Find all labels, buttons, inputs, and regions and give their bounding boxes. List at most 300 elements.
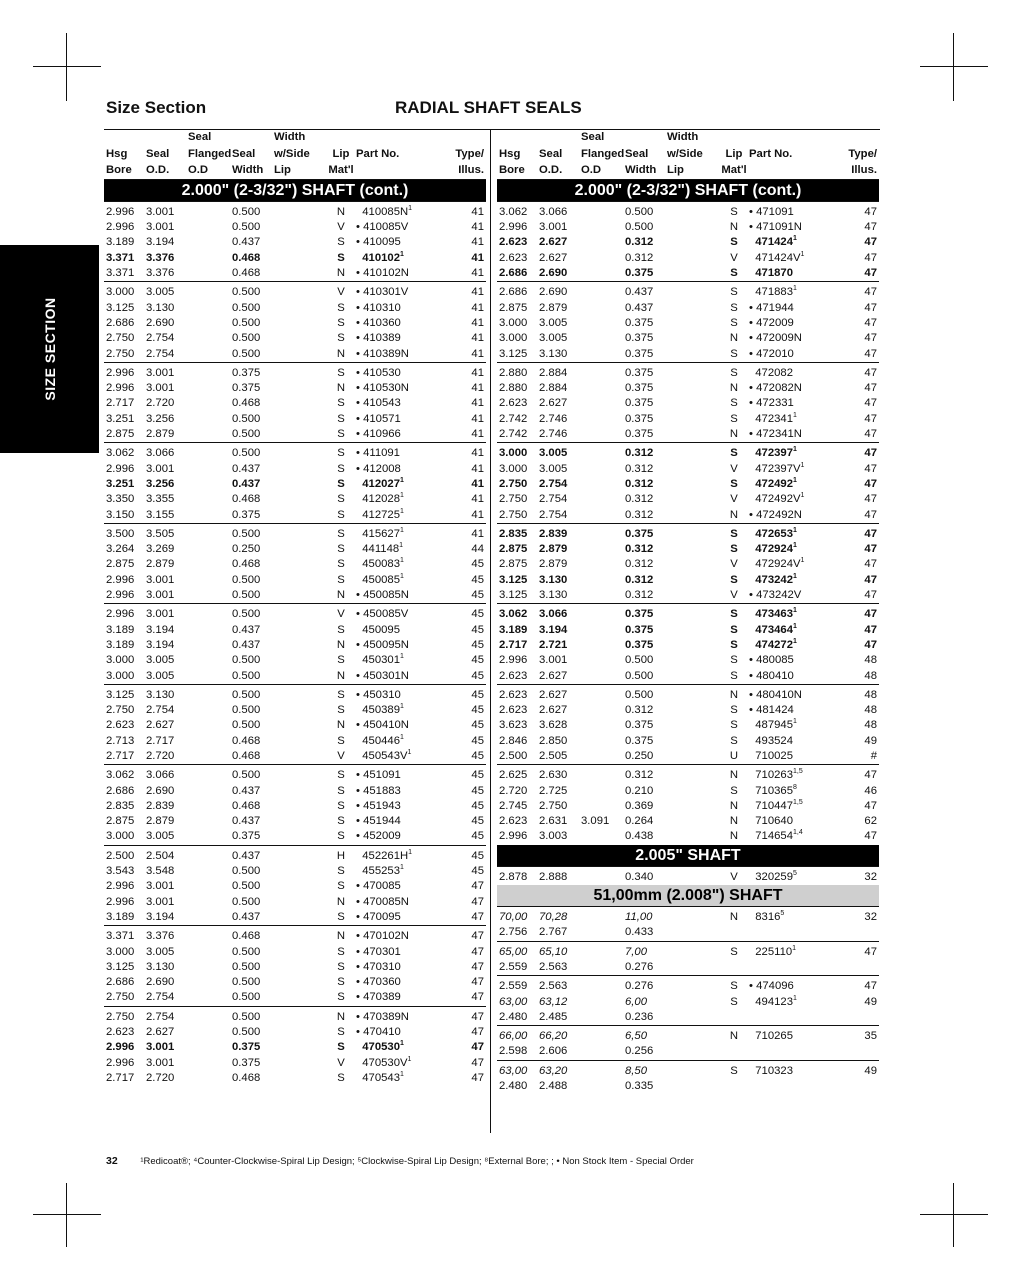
lip-material: N (729, 830, 739, 843)
table-row (104, 523, 486, 542)
flanged-od (186, 381, 230, 396)
flanged-od (579, 508, 623, 524)
seal-od: 2.627 (146, 719, 175, 732)
width-side-lip (665, 734, 719, 749)
part-number: • 472331 (749, 397, 794, 410)
seal-od: 3.005 (539, 447, 568, 460)
type-illus: 45 (471, 830, 484, 843)
hsg-bore: 2.835 (499, 527, 528, 540)
hsg-bore: 3.125 (499, 573, 528, 586)
seal-od: 2.631 (539, 815, 568, 828)
column-header (104, 130, 144, 146)
flanged-od (186, 316, 230, 331)
seal-width: 0.500 (232, 704, 261, 717)
part-number: $471424V^1$ (749, 250, 805, 264)
type-illus: 49 (864, 734, 877, 747)
part-number: 472341$^1$ (749, 411, 797, 425)
lip-material: N (729, 911, 739, 924)
lip-material: V (730, 251, 738, 264)
part-number: 450083$^1$ (356, 557, 404, 571)
lip-material: N (336, 719, 346, 732)
width-side-lip (272, 396, 326, 411)
type-illus: 47 (471, 1056, 484, 1069)
seal-width: 0.437 (232, 815, 261, 828)
width-side-lip (665, 866, 719, 885)
hsg-bore: 2.717 (499, 638, 528, 651)
table-row (497, 703, 879, 718)
seal-od: 3.005 (146, 654, 175, 667)
seal-od: 3.130 (539, 589, 568, 602)
hsg-bore: 2.875 (499, 558, 528, 571)
part-number (747, 1044, 827, 1060)
seal-od: 2.884 (539, 366, 568, 379)
table-row (104, 926, 486, 945)
flanged-od (579, 765, 623, 784)
flanged-od (186, 557, 230, 572)
part-number: • 472009N (749, 332, 802, 345)
lip-material: S (730, 573, 738, 586)
width-side-lip (272, 235, 326, 250)
lip-material: N (729, 1030, 739, 1043)
seal-od: 3.376 (146, 251, 175, 264)
seal-width: 0.468 (232, 749, 261, 762)
part-number: 8316$^5$ (749, 910, 785, 924)
seal-od: 70,28 (539, 911, 568, 924)
seal-width: 0.375 (625, 527, 654, 540)
seal-od: 3.005 (146, 286, 175, 299)
footnote-ref: 1 (399, 1040, 404, 1048)
width-side-lip (272, 653, 326, 668)
part-number: • 450310 (356, 688, 401, 701)
part-number: • 480410N (749, 688, 802, 701)
seal-od: 3.001 (146, 221, 175, 234)
hsg-bore: 3.350 (106, 493, 135, 506)
flanged-od (186, 523, 230, 542)
hsg-bore: 3.062 (499, 608, 528, 621)
seal-width: 0.468 (232, 267, 261, 280)
type-illus: 45 (471, 849, 484, 862)
page-number: 32 (106, 1155, 118, 1167)
hsg-bore: 2.750 (499, 508, 528, 521)
part-number: 412028$^1$ (356, 492, 404, 506)
width-side-lip (665, 623, 719, 638)
width-side-lip (665, 573, 719, 588)
seal-od: 3.155 (146, 508, 175, 521)
seal-od: 3.066 (539, 205, 568, 218)
footnote-ref: 1 (792, 542, 797, 550)
seal-width: 0.500 (232, 945, 261, 958)
flanged-od (579, 316, 623, 331)
hsg-bore: 63,00 (499, 1064, 528, 1077)
flanged-od (186, 412, 230, 427)
table-row (497, 347, 879, 363)
shaft-banner-group (104, 179, 486, 201)
lip-material: S (337, 332, 345, 345)
table-row (497, 1026, 879, 1045)
lip-material: S (337, 623, 345, 636)
seal-width: 0.500 (232, 865, 261, 878)
column-header: O.D (579, 163, 623, 180)
seal-od: 3.005 (539, 332, 568, 345)
seal-od: 2.690 (539, 267, 568, 280)
hsg-bore: 3.062 (106, 447, 135, 460)
hsg-bore: 3.125 (106, 688, 135, 701)
row-group (497, 1026, 879, 1061)
footnote-ref: 1 (792, 718, 797, 726)
shaft-size-banner: 2.005" SHAFT (497, 845, 879, 866)
part-number: • 410530N (356, 382, 409, 395)
seal-width: 0.312 (625, 477, 654, 490)
lip-material: N (729, 221, 739, 234)
width-side-lip (272, 542, 326, 557)
column-header: Seal (232, 147, 256, 160)
lip-material: H (336, 849, 346, 862)
part-number: 450301$^1$ (356, 653, 404, 667)
footnote-ref: 1 (800, 461, 805, 469)
column-header (230, 130, 272, 146)
flanged-od (186, 638, 230, 653)
footnote-ref: 1 (399, 733, 404, 741)
lip-material: S (730, 734, 738, 747)
lip-material: N (729, 815, 739, 828)
seal-od: 3.376 (146, 930, 175, 943)
seal-od: 2.627 (539, 236, 568, 249)
type-illus: 45 (471, 799, 484, 812)
seal-od: 3.001 (146, 366, 175, 379)
table-row (497, 799, 879, 814)
part-number: • 474096 (749, 980, 794, 993)
hsg-bore: 2.996 (106, 1056, 135, 1069)
width-side-lip (665, 347, 719, 363)
seal-width: 0.312 (625, 558, 654, 571)
width-side-lip (272, 734, 326, 749)
hsg-bore: 2.880 (499, 366, 528, 379)
flanged-od (579, 427, 623, 443)
seal-width: 0.500 (232, 527, 261, 540)
seal-width: 0.236 (625, 1010, 654, 1023)
hsg-bore: 3.000 (499, 462, 528, 475)
lip-material: S (337, 704, 345, 717)
flanged-od (186, 443, 230, 462)
width-side-lip (272, 381, 326, 396)
column-header: Lip (665, 163, 719, 180)
footnote-ref: 1 (792, 572, 797, 580)
type-illus: 47 (864, 493, 877, 506)
lip-material: N (336, 267, 346, 280)
hsg-bore: 3.150 (106, 508, 135, 521)
lip-material: S (337, 654, 345, 667)
flanged-od (186, 814, 230, 829)
width-side-lip (272, 1040, 326, 1055)
flanged-od (579, 749, 623, 765)
seal-od: 3.194 (146, 236, 175, 249)
table-row (497, 941, 879, 960)
type-illus: 47 (471, 960, 484, 973)
footnote-ref: 1 (407, 748, 412, 756)
width-side-lip (272, 347, 326, 363)
part-number: $472492V^1$ (749, 492, 805, 506)
flanged-od (186, 669, 230, 685)
table-row (497, 925, 879, 941)
seal-od: 3.269 (146, 543, 175, 556)
row-group (104, 684, 486, 764)
width-side-lip (272, 604, 326, 623)
part-number: • 450085V (356, 608, 409, 621)
seal-od: 3.548 (146, 865, 175, 878)
part-number: • 450095N (356, 638, 409, 651)
hsg-bore: 3.264 (106, 543, 135, 556)
table-row (497, 866, 879, 885)
column-header: Seal (539, 147, 563, 160)
part-number: • 451883 (356, 784, 401, 797)
part-number: $452261H^1$ (356, 848, 413, 862)
lip-material: N (336, 1010, 346, 1023)
hsg-bore: 2.846 (499, 734, 528, 747)
width-side-lip (272, 718, 326, 733)
lip-material: V (730, 462, 738, 475)
hsg-bore: 2.996 (499, 830, 528, 843)
table-row (104, 347, 486, 363)
table-row (104, 316, 486, 331)
table-row (104, 542, 486, 557)
hsg-bore: 2.623 (499, 251, 528, 264)
column-header: Lip (332, 147, 350, 160)
footnote-ref: 1 (399, 526, 404, 534)
footnote-ref: 1,5 (792, 768, 803, 776)
width-side-lip (665, 703, 719, 718)
column-header: O.D. (144, 163, 186, 180)
lip-material: N (336, 895, 346, 908)
type-illus: 47 (864, 543, 877, 556)
type-illus: 47 (864, 267, 877, 280)
seal-width: 7,00 (625, 945, 647, 958)
seal-od: 3.001 (146, 382, 175, 395)
seal-width: 8,50 (625, 1064, 647, 1077)
lip-material: N (336, 669, 346, 682)
left-table (104, 130, 486, 1086)
lip-material: S (730, 316, 738, 329)
seal-od: 3.001 (146, 608, 175, 621)
part-number: • 410966 (356, 428, 401, 441)
table-row (497, 829, 879, 844)
type-illus: 41 (471, 301, 484, 314)
table-row (104, 1071, 486, 1086)
lip-material: V (337, 286, 345, 299)
hsg-bore: 2.720 (499, 784, 528, 797)
width-side-lip (665, 925, 719, 941)
hsg-bore: 3.500 (106, 527, 135, 540)
row-group (104, 282, 486, 362)
lip-material: U (729, 749, 739, 762)
table-row (497, 492, 879, 507)
part-number: • 470310 (356, 960, 401, 973)
seal-od: 2.839 (146, 799, 175, 812)
footnote-ref: 1 (399, 1070, 404, 1078)
flanged-od (579, 1044, 623, 1060)
flanged-od (579, 1079, 623, 1094)
type-illus: 45 (471, 734, 484, 747)
lip-material: S (730, 366, 738, 379)
right-table (497, 130, 879, 1094)
type-illus: 47 (864, 830, 877, 843)
part-number: • 410085V (356, 221, 409, 234)
hsg-bore: 2.750 (106, 347, 135, 360)
type-illus: 48 (864, 704, 877, 717)
seal-width: 0.500 (625, 654, 654, 667)
flanged-od (579, 703, 623, 718)
seal-width: 0.335 (625, 1080, 654, 1093)
width-side-lip (665, 976, 719, 995)
seal-od: 2.767 (539, 926, 568, 939)
row-group (497, 604, 879, 684)
width-side-lip (272, 749, 326, 765)
type-illus: 47 (864, 508, 877, 521)
seal-width: 0.312 (625, 573, 654, 586)
table-row (104, 990, 486, 1006)
seal-width: 0.375 (625, 638, 654, 651)
seal-od: 2.485 (539, 1010, 568, 1023)
flanged-od (186, 734, 230, 749)
seal-width: 0.375 (625, 397, 654, 410)
table-row (104, 427, 486, 443)
footnote-ref: 1 (792, 944, 797, 952)
column-header (144, 130, 186, 146)
flanged-od (579, 960, 623, 976)
width-side-lip (665, 381, 719, 396)
seal-od: 3.001 (146, 205, 175, 218)
seal-od: 2.750 (539, 799, 568, 812)
type-illus: 48 (864, 654, 877, 667)
part-number (747, 925, 827, 941)
width-side-lip (272, 669, 326, 685)
seal-width: 0.500 (232, 654, 261, 667)
part-number: • 472082N (749, 382, 802, 395)
part-number: 710640 (749, 815, 793, 828)
footnote-ref: 5 (780, 910, 785, 918)
type-illus: 41 (471, 527, 484, 540)
type-illus: 47 (864, 366, 877, 379)
lip-material: S (337, 412, 345, 425)
hsg-bore: 3.125 (106, 960, 135, 973)
lip-material (719, 960, 747, 976)
seal-width: 0.312 (625, 447, 654, 460)
type-illus (827, 1044, 879, 1060)
column-header: Illus. (827, 163, 879, 180)
table-row (497, 653, 879, 668)
hsg-bore: 3.623 (499, 719, 528, 732)
seal-od: 2.720 (146, 397, 175, 410)
seal-od: 2.754 (146, 1010, 175, 1023)
width-side-lip (665, 443, 719, 462)
seal-width: 0.375 (625, 366, 654, 379)
lip-material: S (337, 799, 345, 812)
seal-width: 0.210 (625, 784, 654, 797)
type-illus: 41 (471, 493, 484, 506)
hsg-bore: 2.996 (106, 895, 135, 908)
table-row (104, 282, 486, 301)
flanged-od (579, 866, 623, 885)
width-side-lip (272, 492, 326, 507)
table-header (497, 130, 879, 179)
part-number: 472492$^1$ (749, 476, 797, 490)
row-group (104, 523, 486, 603)
hsg-bore: 2.996 (499, 221, 528, 234)
lip-material: S (730, 608, 738, 621)
hsg-bore: 2.750 (106, 1010, 135, 1023)
seal-width: 0.500 (625, 669, 654, 682)
type-illus: 41 (471, 267, 484, 280)
type-illus: 41 (471, 316, 484, 329)
flanged-od (186, 1071, 230, 1086)
hsg-bore: 3.062 (499, 205, 528, 218)
table-row (104, 814, 486, 829)
footnote-ref: 1 (399, 653, 404, 661)
seal-od: 2.690 (146, 316, 175, 329)
flanged-od (186, 1025, 230, 1040)
table-row (104, 331, 486, 346)
hsg-bore: 2.480 (499, 1010, 528, 1023)
lip-material: S (730, 236, 738, 249)
width-side-lip (665, 907, 719, 926)
part-number: 470543$^1$ (356, 1070, 404, 1084)
type-illus: 49 (864, 995, 877, 1008)
width-side-lip (665, 508, 719, 524)
hsg-bore: 2.996 (106, 382, 135, 395)
width-side-lip (665, 427, 719, 443)
seal-width: 0.468 (232, 799, 261, 812)
footnote-ref: 1 (399, 507, 404, 515)
hsg-bore: 2.598 (499, 1045, 528, 1058)
seal-width: 0.375 (232, 366, 261, 379)
lip-material: S (337, 910, 345, 923)
lip-material: S (337, 236, 345, 249)
crop-mark (953, 1183, 954, 1247)
width-side-lip (665, 362, 719, 381)
seal-width: 0.375 (232, 830, 261, 843)
lip-material: S (730, 477, 738, 490)
hsg-bore: 3.189 (106, 623, 135, 636)
table-row (497, 684, 879, 703)
seal-od: 2.879 (539, 543, 568, 556)
seal-od: 2.627 (539, 397, 568, 410)
width-side-lip (272, 926, 326, 945)
flanged-od (579, 201, 623, 220)
width-side-lip (665, 1060, 719, 1079)
seal-od: 3.001 (146, 589, 175, 602)
type-illus: 47 (864, 573, 877, 586)
lip-material: S (730, 995, 738, 1008)
seal-od: 3.003 (539, 830, 568, 843)
width-side-lip (665, 749, 719, 765)
lip-material: N (729, 769, 739, 782)
flanged-od (579, 1010, 623, 1026)
type-illus: 47 (864, 799, 877, 812)
column-header (354, 130, 434, 146)
width-side-lip (272, 845, 326, 864)
table-row (104, 604, 486, 623)
side-tab-label: SIZE SECTION (41, 297, 58, 401)
flanged-od (186, 895, 230, 910)
type-illus: 47 (864, 301, 877, 314)
flanged-od (186, 1056, 230, 1071)
type-illus: 45 (471, 638, 484, 651)
seal-width: 0.468 (232, 558, 261, 571)
part-number: 471870 (749, 267, 793, 280)
seal-od: 2.754 (146, 332, 175, 345)
row-group (104, 765, 486, 845)
flanged-od (579, 220, 623, 235)
flanged-od (186, 462, 230, 477)
